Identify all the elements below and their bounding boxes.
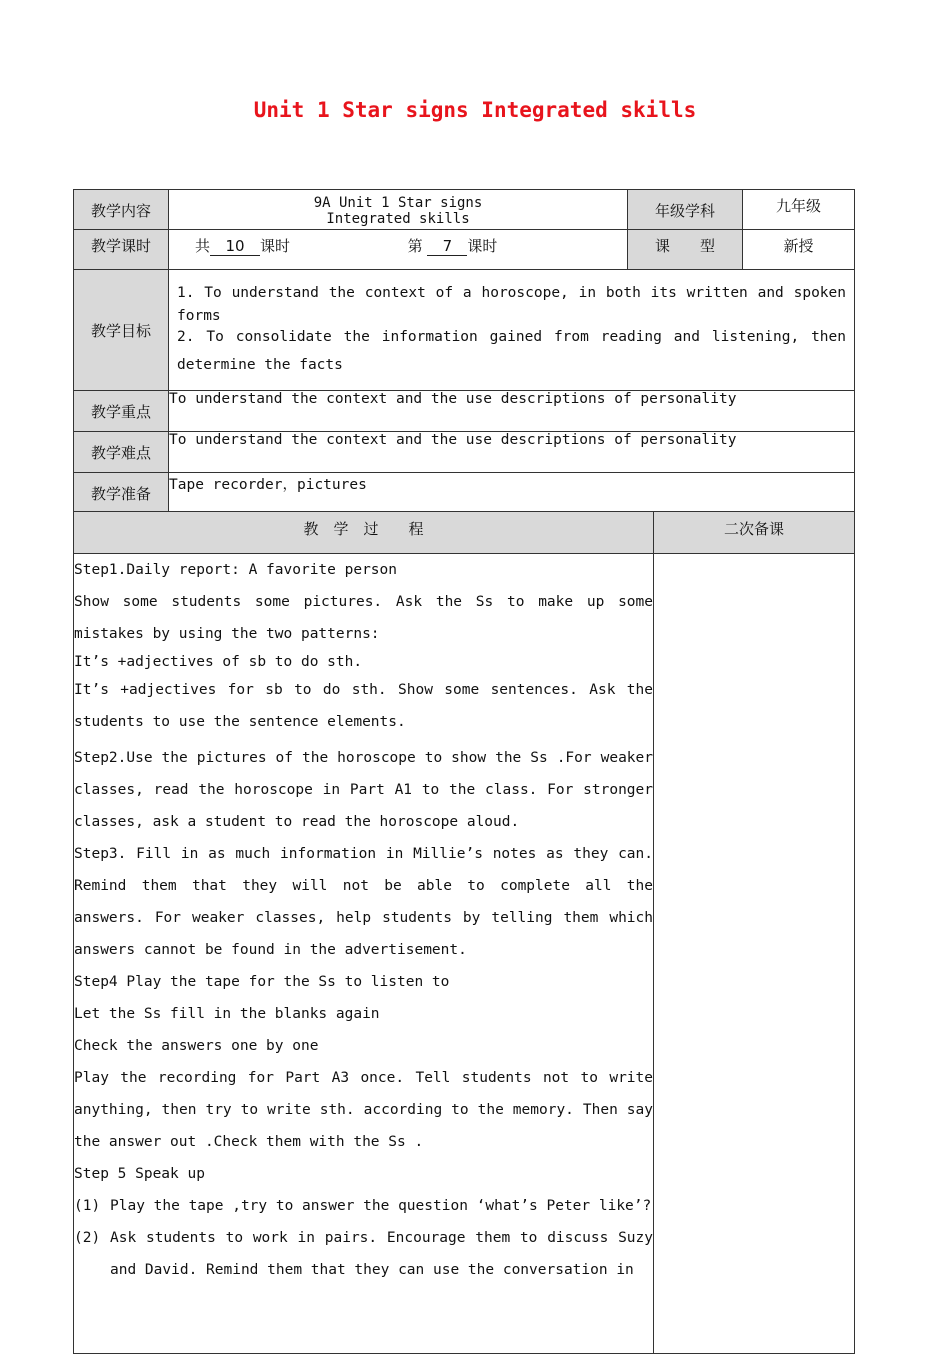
type-value: 新授 <box>743 230 855 270</box>
process-body <box>74 554 654 1354</box>
second-prep-cell <box>654 554 855 1354</box>
preparation-text: Tape recorder，pictures <box>169 473 855 513</box>
item1-text: Play the tape ,try to answer the question ‘what’s Peter like’? <box>110 1198 652 1214</box>
process-table <box>73 511 855 1354</box>
periods-cell <box>169 230 628 270</box>
process-step4-fill: Let the Ss fill in the blanks again <box>74 1006 380 1022</box>
label-preparation: 教学准备 <box>74 473 169 513</box>
page-title: Unit 1 Star signs Integrated skills <box>253 98 697 122</box>
objectives-cell <box>169 270 855 391</box>
label-type: 课 型 <box>628 230 743 270</box>
nth-prefix: 第 <box>407 237 423 255</box>
label-key-points: 教学重点 <box>74 391 169 432</box>
item1-number: (1) <box>74 1198 101 1214</box>
grade-value: 九年级 <box>743 190 855 230</box>
process-header: 教 学 过 程 <box>74 512 654 554</box>
total-periods-value: 10 <box>210 237 260 256</box>
process-step1: Step1.Daily report: A favorite person <box>74 562 398 578</box>
key-points-text: To understand the context and the use descriptions of personality <box>169 391 855 432</box>
nth-period-value: 7 <box>427 237 467 256</box>
row-periods <box>74 230 855 270</box>
item2-text: Ask students to work in pairs. Encourage them to discuss Suzy and David. Remind them that they can use the conversation in <box>110 1230 653 1278</box>
objective-2: 2. To consolidate the information gained from reading and listening, then determine the facts <box>177 329 846 373</box>
nth-suffix: 课时 <box>467 237 498 255</box>
lesson-plan-table <box>73 189 855 513</box>
process-step3: Step3. Fill in as much information in Millie’s notes as they can. Remind them that they will not be able to complete all the answers. For weaker classes, help students by telling them which answers cannot be found in the advertisement. <box>74 846 653 958</box>
row-preparation <box>74 473 855 513</box>
process-step5-item2 <box>74 1222 653 1286</box>
label-content: 教学内容 <box>74 190 169 230</box>
second-prep-header: 二次备课 <box>654 512 855 554</box>
difficulties-text: To understand the context and the use descriptions of personality <box>169 432 855 473</box>
process-pattern2: It’s +adjectives for sb to do sth. Show some sentences. Ask the students to use the sentence elements. <box>74 682 653 730</box>
process-step2: Step2.Use the pictures of the horoscope to show the Ss .For weaker classes, read the horoscope in Part A1 to the class. For stronger classes, ask a student to read the horoscope aloud. <box>74 750 653 830</box>
process-step5: Step 5 Speak up <box>74 1166 205 1182</box>
process-step5-item1 <box>74 1190 653 1222</box>
row-objectives <box>74 270 855 391</box>
process-step4: Step4 Play the tape for the Ss to listen to <box>74 974 450 990</box>
label-grade: 年级学科 <box>628 190 743 230</box>
item2-number: (2) <box>74 1230 101 1246</box>
row-key-points <box>74 391 855 432</box>
label-objectives: 教学目标 <box>74 270 169 391</box>
label-difficulties: 教学难点 <box>74 432 169 473</box>
process-body-row <box>74 554 855 1354</box>
row-content <box>74 190 855 230</box>
objective-1: 1. To understand the context of a horoscope, in both its written and spoken <box>177 285 846 301</box>
total-suffix: 课时 <box>260 237 291 255</box>
process-step4-check: Check the answers one by one <box>74 1038 319 1054</box>
total-prefix: 共 <box>195 237 211 255</box>
process-pattern1: It’s +adjectives of sb to do sth. <box>74 654 363 670</box>
content-line1: 9A Unit 1 Star signs <box>313 195 483 211</box>
content-cell <box>169 190 628 230</box>
process-step1-desc: Show some students some pictures. Ask the Ss to make up some mistakes by using the two patterns: <box>74 594 653 642</box>
process-step4-play: Play the recording for Part A3 once. Tell students not to write anything, then try to write sth. according to the memory. Then say the answer out .Check them with the Ss . <box>74 1070 653 1150</box>
process-header-row <box>74 512 855 554</box>
content-line2: Integrated skills <box>326 211 470 227</box>
objective-1-cont: forms <box>177 308 221 324</box>
label-periods: 教学课时 <box>74 230 169 270</box>
row-difficulties <box>74 432 855 473</box>
